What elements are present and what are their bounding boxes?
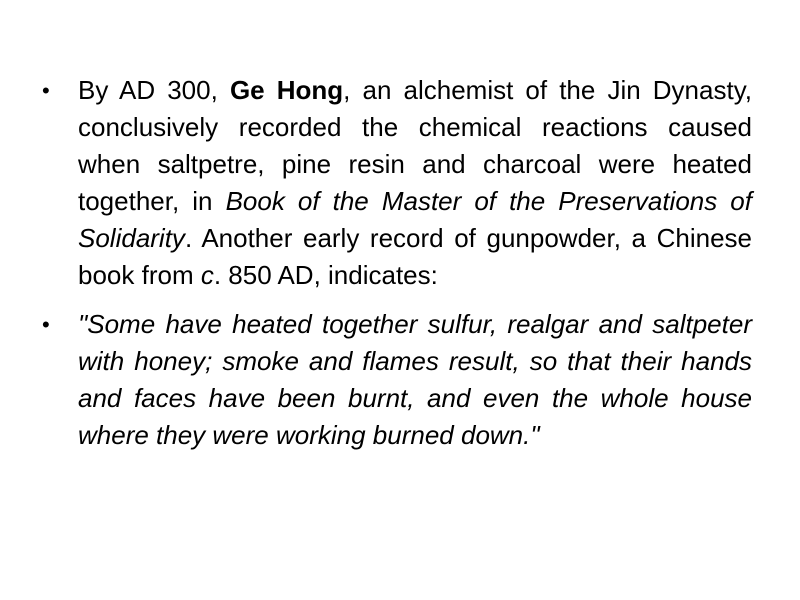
text-run: By AD 300,	[78, 75, 230, 105]
bullet-item-ge-hong	[42, 72, 752, 294]
text-run: . Another early record of gunpowder, a Chinese book from	[78, 223, 752, 290]
bullet-marker: •	[42, 78, 50, 103]
person-name-ge-hong: Ge Hong	[229, 75, 344, 105]
bullet-marker: •	[42, 312, 50, 337]
bullet-item-quote	[42, 306, 752, 454]
circa-abbreviation: c	[200, 260, 214, 290]
bullet-list	[42, 72, 752, 466]
book-title: Book of the Master of the Preservations of Solidarity	[78, 186, 752, 253]
text-run: . 850 AD, indicates:	[213, 260, 438, 290]
text-run: , an alchemist of the Jin Dynasty, conclusively recorded the chemical reactions caused when saltpetre, pine resin and charcoal were heated together, in	[78, 75, 752, 216]
quotation-text: "Some have heated together sulfur, realgar and saltpeter with honey; smoke and flames result, so that their hands and faces have been burnt, and even the whole house where they were working burned down."	[78, 309, 752, 450]
